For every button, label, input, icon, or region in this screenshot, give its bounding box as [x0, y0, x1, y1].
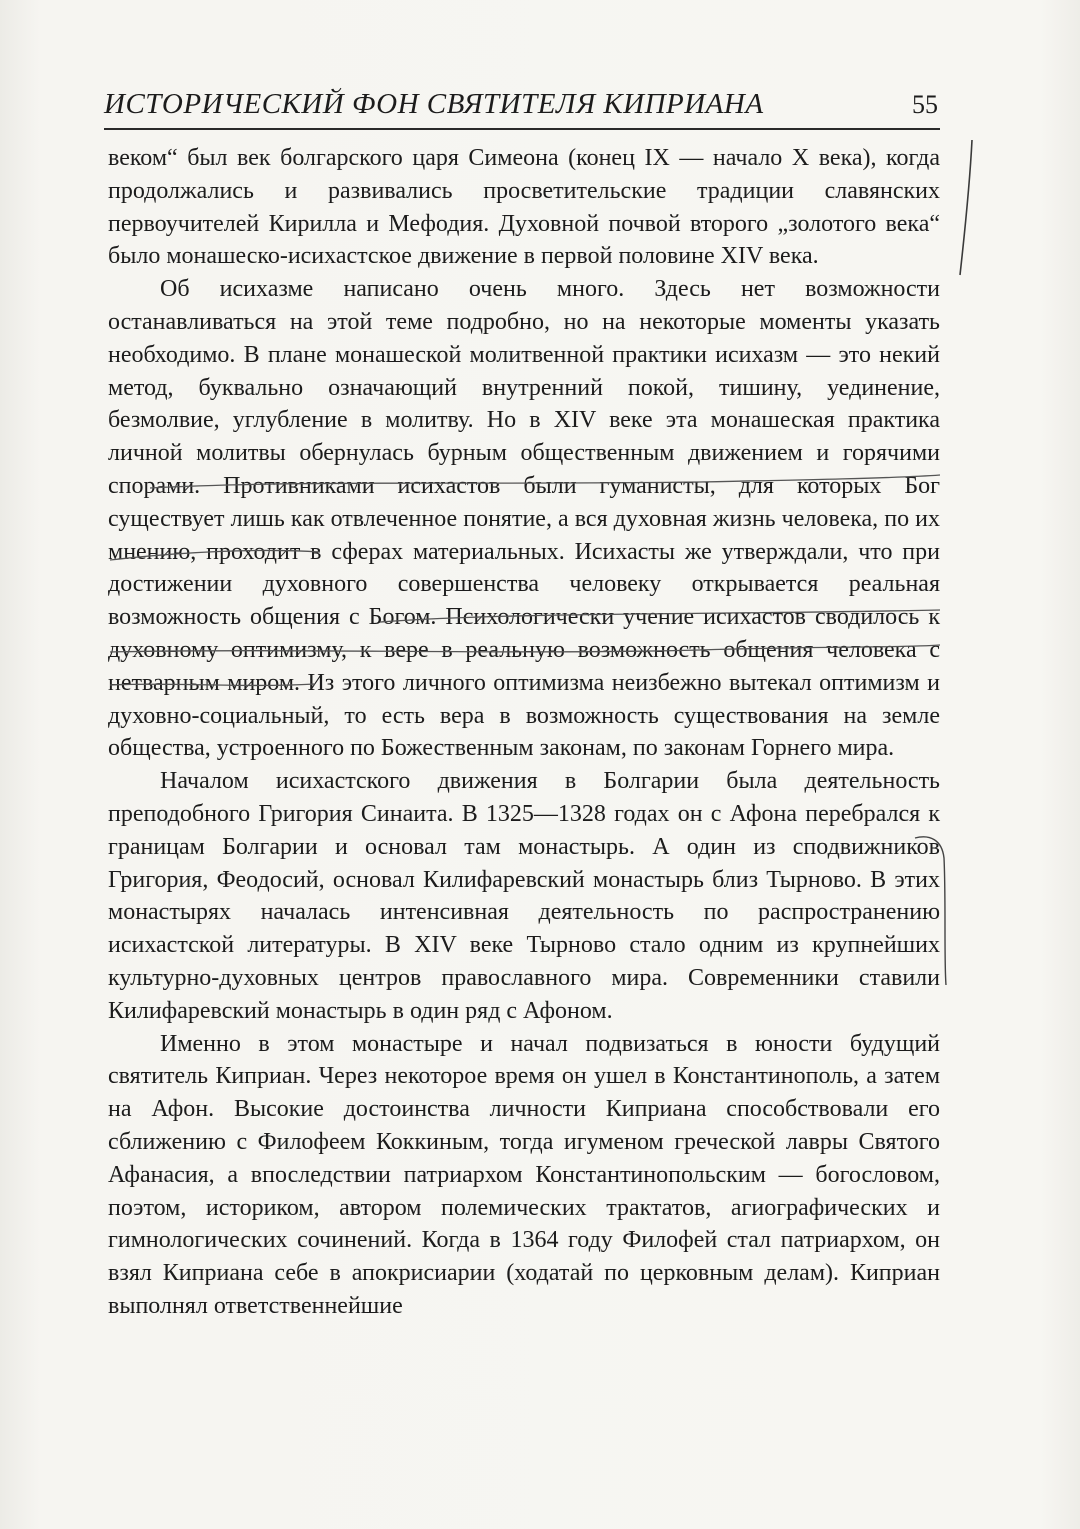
paragraph-3: Началом исихастского движения в Болгарии была деятельность преподобного Григория Синаита. В 1325—1328 годах он с Афона перебрался к границам Болгарии и основал там монастырь. А один из сподвижников Григория, Феодосий, основал Килифаревский монастырь близ Тырново. В этих монастырях началась интенсивная деятельность по распространению исихастской литературы. В XIV веке Тырново стало одним из крупнейших культурно-духовных центров православного мира. Современники ставили Килифаревский монастырь в один ряд с Афоном. — [108, 768, 940, 1024]
margin-line — [960, 140, 972, 275]
running-header-title: ИСТОРИЧЕСКИЙ ФОН СВЯТИТЕЛЯ КИПРИАНА — [104, 88, 764, 120]
paragraph-2: Об исихазме написано очень много. Здесь нет возможности останавливаться на этой теме подробно, но на некоторые моменты указать необходимо. В плане монашеской молитвенной практики исихазм — это некий метод, буквально означающий внутренний покой, тишину, уединение, безмолвие, углубление в молитву. Но в XIV веке эта монашеская практика личной молитвы обернулась бурным общественным движением и горячими спорами. Противниками исихастов были гуманисты, для которых Бог существует лишь как отвлеченное понятие, а вся духовная жизнь человека, по их мнению, проходит в сферах материальных. Исихасты же утверждали, что при достижении духовного совершенства человеку открывается реальная возможность общения с Богом. Психологически учение исихастов сводилось к духовному оптимизму, к вере в реальную возможность общения человека с нетварным миром. Из этого личного оптимизма неизбежно вытекал оптимизм и духовно-социальный, то есть вера в возможность существования на земле общества, устроенного по Божественным законам, по законам Горнего мира. — [108, 276, 940, 762]
page-number: 55 — [912, 90, 938, 119]
running-header — [104, 84, 940, 130]
body-text — [108, 142, 940, 1323]
paragraph-4: Именно в этом монастыре и начал подвизаться в юности будущий святитель Киприан. Через некоторое время он ушел в Константинополь, а затем на Афон. Высокие достоинства личности Киприана способствовали его сближению с Филофеем Коккиным, тогда игуменом греческой лавры Святого Афанасия, а впоследствии патриархом Константинопольским — богословом, поэтом, историком, автором полемических трактатов, агиографических и гимнологических сочинений. Когда в 1364 году Филофей стал патриархом, он взял Киприана себе в апокрисиарии (ходатай по церковным делам). Киприан выполнял ответственнейшие — [108, 1030, 940, 1319]
paragraph-1: веком“ был век болгарского царя Симеона (конец IX — начало X века), когда продолжались и развивались просветительские традиции славянских первоучителей Кирилла и Мефодия. Духовной почвой второго „золотого века“ было монашеско-исихастское движение в первой половине XIV века. — [108, 145, 940, 270]
